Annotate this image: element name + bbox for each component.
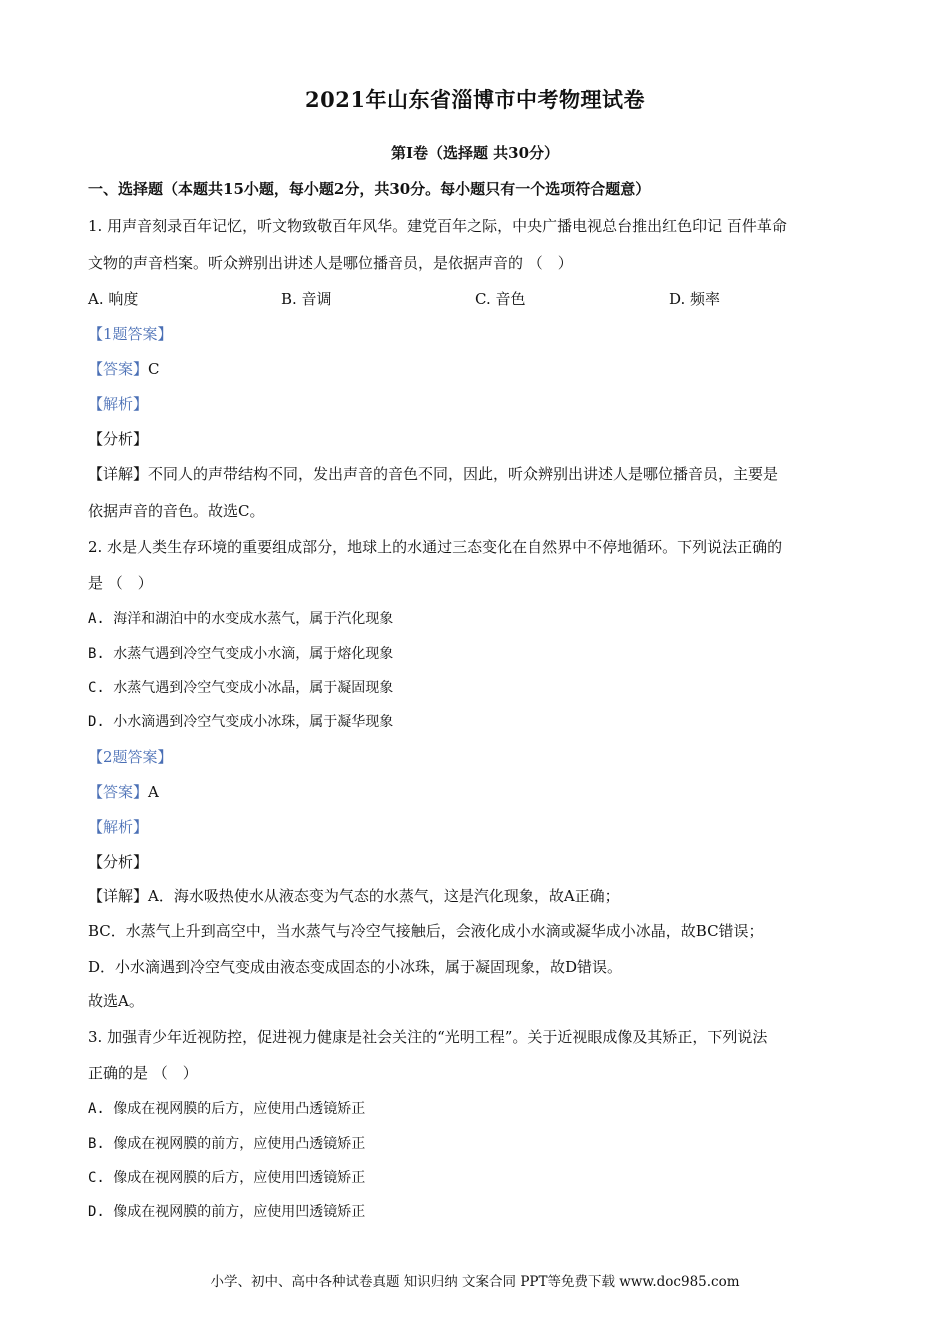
answer-label: 【答案】 xyxy=(88,360,149,378)
q3-option-c: C. 像成在视网膜的后方，应使用凹透镜矫正 xyxy=(88,1170,366,1186)
detail-text: 不同人的声带结构不同，发出声音的音色不同，因此，听众辨别出讲述人是哪位播音员，主要是 xyxy=(148,465,779,483)
q2-conclusion: 故选A。 xyxy=(88,992,144,1010)
q2-option-d: D. 小水滴遇到冷空气变成小冰珠，属于凝华现象 xyxy=(88,714,394,730)
q1-stem-line1: 1. 用声音刻录百年记忆，听文物致敬百年风华。建党百年之际，中央广播电视总台推出红色印记 百件革命 xyxy=(88,217,787,235)
page-footer: 小学、初中、高中各种试卷真题 知识归纳 文案合同 PPT等免费下载 www.doc985.com xyxy=(210,1274,740,1290)
answer-value: C xyxy=(148,360,160,378)
q1-option-d: D. 频率 xyxy=(669,290,721,308)
q1-detail-line1 xyxy=(88,463,778,484)
q2-detail-line3: D．小水滴遇到冷空气变成由液态变成固态的小冰珠，属于凝固现象，故D错误。 xyxy=(88,958,623,976)
detail-text: A．海水吸热使水从液态变为气态的水蒸气，这是汽化现象，故A正确； xyxy=(148,887,620,905)
q3-option-b: B. 像成在视网膜的前方，应使用凸透镜矫正 xyxy=(88,1136,366,1152)
q3-option-d: D. 像成在视网膜的前方，应使用凹透镜矫正 xyxy=(88,1204,366,1220)
q1-option-a: A. 响度 xyxy=(88,290,139,308)
answer-label: 【答案】 xyxy=(88,783,149,801)
q1-answer xyxy=(88,358,160,379)
q3-stem-line2: 正确的是 （ ） xyxy=(88,1064,198,1082)
q1-stem-line2: 文物的声音档案。听众辨别出讲述人是哪位播音员，是依据声音的 （ ） xyxy=(88,254,573,272)
part-subtitle: 第I卷（选择题 共30分） xyxy=(390,144,560,162)
q2-detail-line1 xyxy=(88,885,620,906)
q1-detail-line2: 依据声音的音色。故选C。 xyxy=(88,502,265,520)
detail-label: 【详解】 xyxy=(88,465,149,483)
q1-option-c: C. 音色 xyxy=(475,290,526,308)
section-heading: 一、选择题（本题共15小题，每小题2分，共30分。每小题只有一个选项符合题意） xyxy=(88,180,651,198)
q2-option-a: A. 海洋和湖泊中的水变成水蒸气，属于汽化现象 xyxy=(88,611,394,627)
q2-detail-line2: BC．水蒸气上升到高空中，当水蒸气与冷空气接触后，会液化成小水滴或凝华成小冰晶，故BC错误； xyxy=(88,922,764,940)
q2-stem-line1: 2. 水是人类生存环境的重要组成部分，地球上的水通过三态变化在自然界中不停地循环。下列说法正确的 xyxy=(88,538,783,556)
q1-fenxi: 【分析】 xyxy=(88,430,149,448)
q2-analysis-tag: 【解析】 xyxy=(88,818,149,836)
answer-value: A xyxy=(148,783,159,801)
q1-option-b: B. 音调 xyxy=(281,290,332,308)
q1-analysis-tag: 【解析】 xyxy=(88,395,149,413)
q1-answer-tag: 【1题答案】 xyxy=(88,325,173,343)
q2-answer-tag: 【2题答案】 xyxy=(88,748,173,766)
q2-option-b: B. 水蒸气遇到冷空气变成小水滴，属于熔化现象 xyxy=(88,646,394,662)
q2-answer xyxy=(88,781,159,802)
q3-option-a: A. 像成在视网膜的后方，应使用凸透镜矫正 xyxy=(88,1101,366,1117)
q2-stem-line2: 是 （ ） xyxy=(88,574,153,592)
q2-fenxi: 【分析】 xyxy=(88,853,149,871)
q3-stem-line1: 3. 加强青少年近视防控，促进视力健康是社会关注的“光明工程”。关于近视眼成像及其矫正，下列说法 xyxy=(88,1028,768,1046)
page-title: 2021年山东省淄博市中考物理试卷 xyxy=(305,87,645,112)
detail-label: 【详解】 xyxy=(88,887,149,905)
q2-option-c: C. 水蒸气遇到冷空气变成小冰晶，属于凝固现象 xyxy=(88,680,394,696)
